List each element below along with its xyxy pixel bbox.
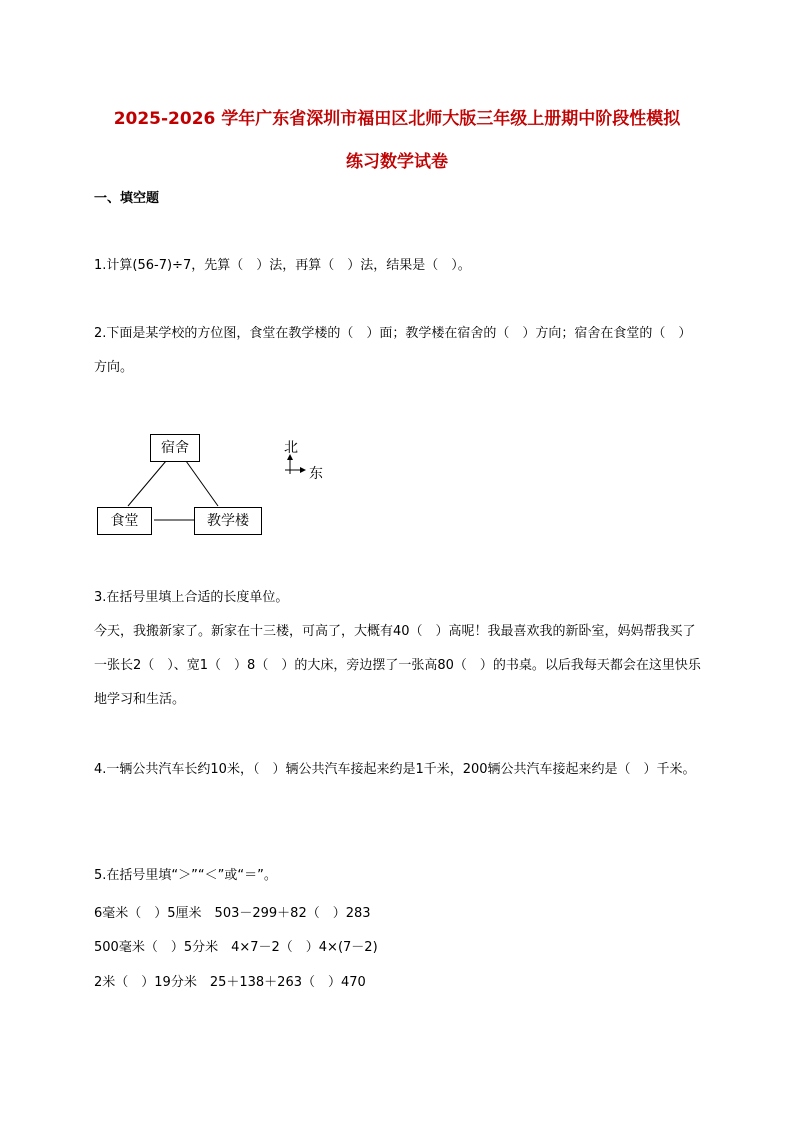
question-5-row: 6毫米（ ）5厘米 503－299＋82（ ）283 (94, 906, 371, 921)
question-3-title: 3.在括号里填上合适的长度单位。 (94, 590, 289, 605)
east-label: 东 (309, 466, 323, 482)
question-5-title: 5.在括号里填“＞”“＜”或“＝”。 (94, 868, 277, 883)
east-arrowhead (300, 467, 306, 473)
line-dorm-canteen (128, 461, 166, 506)
dorm-box: 宿舍 (150, 434, 200, 462)
title-line-2: 练习数学试卷 (346, 152, 448, 172)
question-5-row: 2米（ ）19分米 25＋138＋263（ ）470 (94, 975, 366, 990)
section-heading: 一、填空题 (94, 191, 160, 206)
north-label: 北 (284, 440, 298, 456)
question-3-body: 今天，我搬新家了。新家在十三楼，可高了，大概有40（ ）高呢！我最喜欢我的新卧室，妈妈帮我买了一张长2（ ）、宽1（ ）8（ ）的大床，旁边摆了一张高80（ ）的书桌。以后我每天都会在这里快乐地学习和生活。 (94, 624, 701, 707)
question-4: 4.一辆公共汽车长约10米，（ ）辆公共汽车接起来约是1千米，200辆公共汽车接起来约是（ ）千米。 (94, 762, 696, 777)
line-dorm-teaching (186, 461, 218, 506)
teaching-building-box: 教学楼 (194, 507, 262, 535)
question-5-row: 500毫米（ ）5分米 4×7－2（ ）4×(7－2) (94, 940, 378, 955)
canteen-box: 食堂 (97, 507, 152, 535)
question-2: 2.下面是某学校的方位图，食堂在教学楼的（ ）面；教学楼在宿舍的（ ）方向；宿舍在食堂的（ ）方向。 (94, 326, 692, 375)
title-line-1: 2025-2026 学年广东省深圳市福田区北师大版三年级上册期中阶段性模拟 (113, 109, 681, 129)
question-1: 1.计算(56-7)÷7，先算（ ）法，再算（ ）法，结果是（ ）。 (94, 258, 471, 273)
